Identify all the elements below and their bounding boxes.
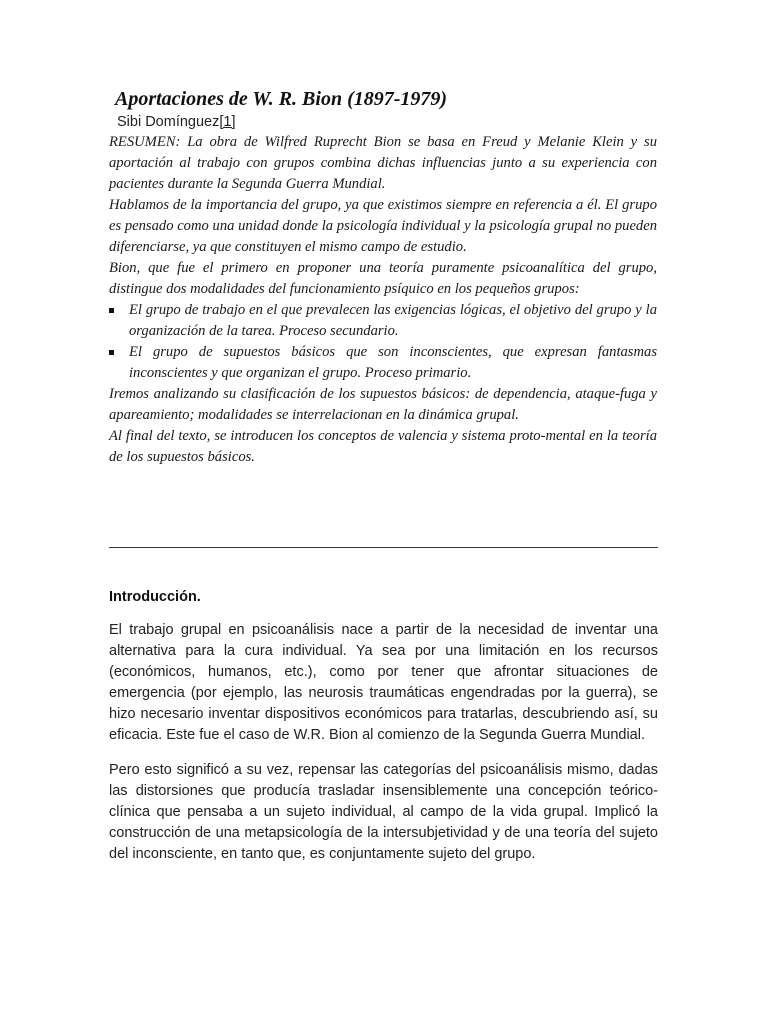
abstract-paragraph: Bion, que fue el primero en proponer una teoría puramente psicoanalítica del grupo, distingue dos modalidades del funcionamiento psíquico en los pequeños grupos:	[109, 260, 657, 297]
body-paragraph: El trabajo grupal en psicoanálisis nace a partir de la necesidad de inventar una alternativa para la cura individual. Ya sea por una limitación en los recursos (económicos, humanos, etc.), como por tener que afrontar situaciones de emergencia (por ejemplo, las neurosis traumáticas engendradas por la guerra), se hizo necesario inventar dispositivos económicos para tratarlas, descubriendo así, su eficacia. Este fue el caso de W.R. Bion al comienzo de la Segunda Guerra Mundial.	[109, 622, 658, 743]
bullet-icon	[109, 308, 114, 313]
body-paragraph: Pero esto significó a su vez, repensar las categorías del psicoanálisis mismo, dadas las distorsiones que producía trasladar insensiblemente una concepción teórico-clínica que pensaba a un sujeto individual, al campo de la vida grupal. Implicó la construcción de una metapsicología de la intersubjetividad y de una teoría del sujeto del inconsciente, en tanto que, es conjuntamente sujeto del grupo.	[109, 762, 658, 862]
list-item-text: El grupo de trabajo en el que prevalecen las exigencias lógicas, el objetivo del grupo y la organización de la tarea. Proceso secundario.	[129, 302, 657, 339]
author-line	[117, 112, 235, 132]
section-heading: Introducción.	[109, 589, 201, 605]
document-title: Aportaciones de W. R. Bion (1897-1979)	[115, 88, 448, 110]
horizontal-divider	[109, 547, 658, 548]
list-item	[109, 300, 657, 342]
abstract-bullet-list	[109, 300, 657, 384]
body-text	[109, 620, 658, 879]
abstract-paragraph: Hablamos de la importancia del grupo, ya que existimos siempre en referencia a él. El grupo es pensado como una unidad donde la psicología individual y la psicología grupal no pueden diferenciarse, ya que constituyen el mismo campo de estudio.	[109, 197, 657, 255]
footnote-link[interactable]: [1]	[219, 114, 236, 130]
abstract-paragraph: Iremos analizando su clasificación de los supuestos básicos: de dependencia, ataque-fuga y apareamiento; modalidades se interrelacionan en la dinámica grupal.	[109, 386, 657, 423]
list-item	[109, 342, 657, 384]
abstract-paragraph: Al final del texto, se introducen los conceptos de valencia y sistema proto-mental en la teoría de los supuestos básicos.	[109, 428, 657, 465]
abstract	[109, 132, 657, 468]
author-name: Sibi Domínguez	[117, 114, 220, 130]
list-item-text: El grupo de supuestos básicos que son inconscientes, que expresan fantasmas inconscientes y que organizan el grupo. Proceso primario.	[129, 344, 657, 381]
abstract-summary: RESUMEN: La obra de Wilfred Ruprecht Bion se basa en Freud y Melanie Klein y su aportación al trabajo con grupos combina dichas influencias junto a su experiencia con pacientes durante la Segunda Guerra Mundial.	[109, 134, 657, 192]
bullet-icon	[109, 350, 114, 355]
